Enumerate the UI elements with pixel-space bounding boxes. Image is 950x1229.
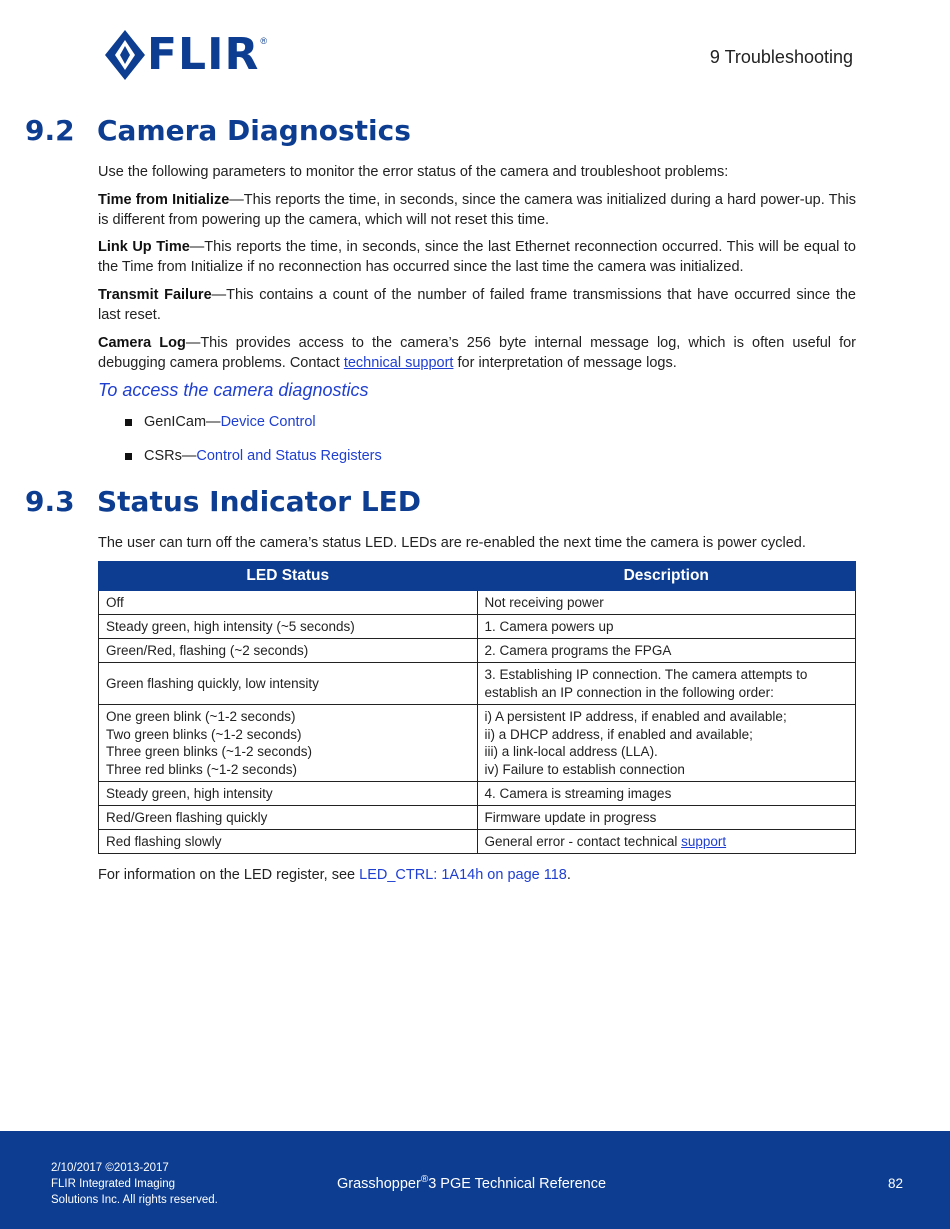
section-number: 9.2	[25, 114, 75, 147]
table-row	[99, 806, 856, 830]
led-status-cell: Red/Green flashing quickly	[99, 806, 478, 830]
led-status-cell: Green/Red, flashing (~2 seconds)	[99, 639, 478, 663]
footer-date: 2/10/2017 ©2013-2017	[51, 1162, 169, 1174]
section-title: Camera Diagnostics	[97, 114, 411, 147]
page-number: 82	[887, 1176, 903, 1191]
section-title: Status Indicator LED	[97, 485, 422, 518]
description-cell: Not receiving power	[477, 591, 856, 615]
description-line: i) A persistent IP address, if enabled and available;	[484, 709, 787, 724]
led-ctrl-link[interactable]: LED_CTRL: 1A14h on page 118	[359, 867, 567, 883]
product-name: Grasshopper	[337, 1175, 421, 1192]
description-line: iii) a link-local address (LLA).	[484, 744, 658, 759]
list-item	[125, 448, 382, 464]
led-status-cell: Steady green, high intensity	[99, 782, 478, 806]
section-number: 9.3	[25, 485, 75, 518]
description-line: ii) a DHCP address, if enabled and available;	[484, 726, 753, 742]
diagnostic-text: —This reports the time, in seconds, since the last Ethernet reconnection occurred. This will be equal to the Time from Initialize if no reconnection has occurred since the last time the camera was initialized.	[98, 239, 856, 275]
diagnostic-text-after: for interpretation of message logs.	[453, 355, 677, 371]
status-line: Three red blinks (~1-2 seconds)	[106, 761, 297, 777]
table-row	[99, 615, 856, 639]
product-registered-mark: ®	[420, 1174, 429, 1185]
led-status-cell: Red flashing slowly	[99, 830, 478, 854]
footer-rights: Solutions Inc. All rights reserved.	[51, 1194, 218, 1206]
device-control-link[interactable]: Device Control	[220, 414, 316, 430]
diagnostic-text: —This reports the time, in seconds, since the camera was initialized during a hard power-up. This is different from powering up the camera, which will not reset this time.	[98, 192, 856, 228]
list-item-prefix: GenICam—	[144, 414, 221, 430]
table-row	[99, 705, 856, 782]
description-cell: Firmware update in progress	[477, 806, 856, 830]
procedure-title: To access the camera diagnostics	[98, 380, 369, 400]
table-row	[99, 830, 856, 854]
diagnostic-text: —This contains a count of the number of failed frame transmissions that have occurred since the last reset.	[98, 287, 856, 323]
description-cell	[477, 663, 856, 705]
description-cell	[477, 705, 856, 782]
led-register-note	[98, 865, 856, 885]
footer-company: FLIR Integrated Imaging	[51, 1178, 176, 1190]
list-item-prefix: CSRs—	[144, 448, 197, 464]
table-row	[99, 591, 856, 615]
logo-registered-mark: ®	[260, 36, 267, 46]
description-line: establish an IP connection in the following order:	[484, 684, 774, 700]
led-status-cell: Off	[99, 591, 478, 615]
led-status-cell: Green flashing quickly, low intensity	[99, 663, 478, 705]
description-text: General error - contact technical	[484, 833, 682, 849]
table-row	[99, 782, 856, 806]
description-line: 3. Establishing IP connection. The camera attempts to	[484, 667, 808, 682]
diagnostics-intro: Use the following parameters to monitor the error status of the camera and troubleshoot problems:	[98, 164, 729, 180]
led-status-cell	[99, 705, 478, 782]
table-row	[99, 663, 856, 705]
page-footer	[0, 1131, 950, 1229]
led-intro: The user can turn off the camera’s status LED. LEDs are re-enabled the next time the camera is power cycled.	[98, 535, 806, 551]
column-header: LED Status	[99, 562, 478, 591]
led-status-cell: Steady green, high intensity (~5 seconds)	[99, 615, 478, 639]
diagnostic-item	[98, 237, 856, 277]
list-item	[125, 414, 316, 430]
description-line: iv) Failure to establish connection	[484, 761, 685, 777]
support-link[interactable]: support	[681, 833, 727, 849]
diagnostic-item	[98, 285, 856, 325]
technical-support-link[interactable]: technical support	[343, 355, 454, 371]
csr-link[interactable]: Control and Status Registers	[196, 448, 382, 464]
status-line: Three green blinks (~1-2 seconds)	[106, 744, 312, 759]
diagnostic-text: —This provides access to the camera’s 256 byte internal message log, which is often useful for debugging camera problems. Contact	[98, 335, 856, 371]
diagnostic-item	[98, 190, 856, 230]
description-cell: 1. Camera powers up	[477, 615, 856, 639]
footer-copyright	[51, 1160, 218, 1208]
flir-logo	[105, 30, 267, 80]
status-line: One green blink (~1-2 seconds)	[106, 709, 296, 724]
status-line: Two green blinks (~1-2 seconds)	[106, 726, 302, 742]
bullet-square-icon	[125, 419, 132, 426]
description-cell: 4. Camera is streaming images	[477, 782, 856, 806]
led-status-table	[98, 561, 856, 854]
diagnostic-item	[98, 333, 856, 373]
chapter-heading: 9 Troubleshooting	[709, 47, 853, 67]
note-prefix: For information on the LED register, see	[98, 867, 360, 883]
description-cell: 2. Camera programs the FPGA	[477, 639, 856, 663]
bullet-square-icon	[125, 453, 132, 460]
product-title: 3 PGE Technical Reference	[428, 1175, 607, 1192]
note-suffix: .	[566, 867, 571, 883]
diagnostic-term: Link Up Time	[98, 239, 190, 255]
flir-diamond-icon	[105, 30, 145, 80]
diagnostic-term: Transmit Failure	[98, 287, 212, 303]
table-header-row	[99, 562, 856, 591]
logo-text: FLIR	[147, 29, 260, 80]
footer-product	[337, 1174, 606, 1192]
column-header: Description	[477, 562, 856, 591]
diagnostic-term: Camera Log	[98, 335, 186, 351]
diagnostic-term: Time from Initialize	[98, 192, 230, 208]
table-row	[99, 639, 856, 663]
description-cell	[477, 830, 856, 854]
